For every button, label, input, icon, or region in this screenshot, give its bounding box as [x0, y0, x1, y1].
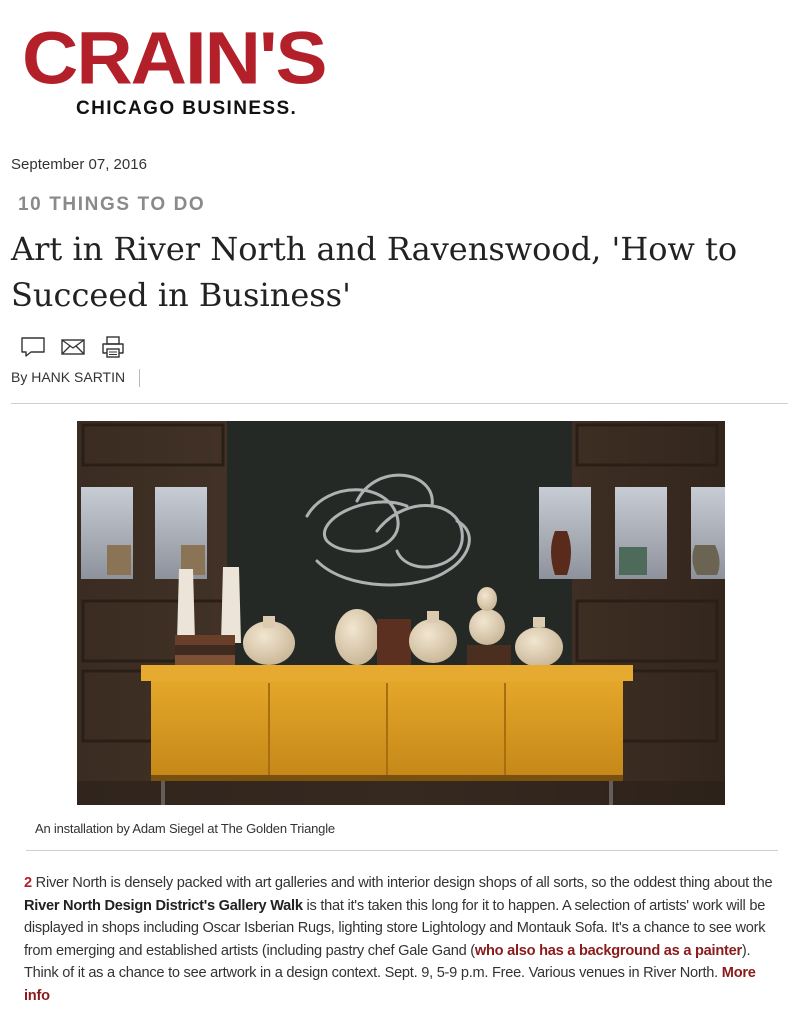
more-info-link[interactable]: More info [24, 965, 756, 1004]
author-name[interactable]: HANK SARTIN [31, 369, 126, 385]
article-headline: Art in River North and Ravenswood, 'How to Succeed in Business' [11, 230, 738, 314]
logo-subtitle: CHICAGO BUSINESS. [76, 98, 298, 119]
byline [11, 369, 140, 387]
divider [11, 403, 788, 404]
crains-logo[interactable] [22, 16, 362, 120]
article-photo [77, 421, 725, 805]
byline-prefix: By [11, 369, 28, 385]
body-text: is that it's taken this long for it to happen. A selection of artists' work will be displayed in shops including Oscar Isberian Rugs, lighting store Lightology and Montauk Sofa. It's a chance to see work from emerging and established artists (including pastry chef Gale Gand ( [24, 897, 766, 959]
divider [26, 850, 778, 851]
painter-link[interactable]: who also has a background as a painter [474, 942, 742, 959]
article-date: September 07, 2016 [11, 156, 147, 173]
comment-icon[interactable] [20, 335, 46, 359]
item-number: 2 [24, 875, 32, 891]
event-name: River North Design District's Gallery Walk [24, 897, 303, 914]
section-kicker[interactable]: 10 THINGS TO DO [18, 194, 206, 215]
share-tools [20, 335, 126, 361]
body-text: River North is densely packed with art galleries and with interior design shops of all sorts, so the oddest thing about the [31, 875, 773, 891]
byline-divider [139, 369, 140, 387]
email-icon[interactable] [60, 335, 86, 359]
logo-wordmark: CRAIN'S [22, 16, 326, 100]
body-text: ). Think of it as a chance to see artwork in a design context. Sept. 9, 5-9 p.m. Free. Various venues in River North. [24, 942, 751, 981]
photo-caption: An installation by Adam Siegel at The Golden Triangle [35, 821, 335, 836]
article-paragraph [24, 872, 776, 1007]
print-icon[interactable] [100, 335, 126, 359]
